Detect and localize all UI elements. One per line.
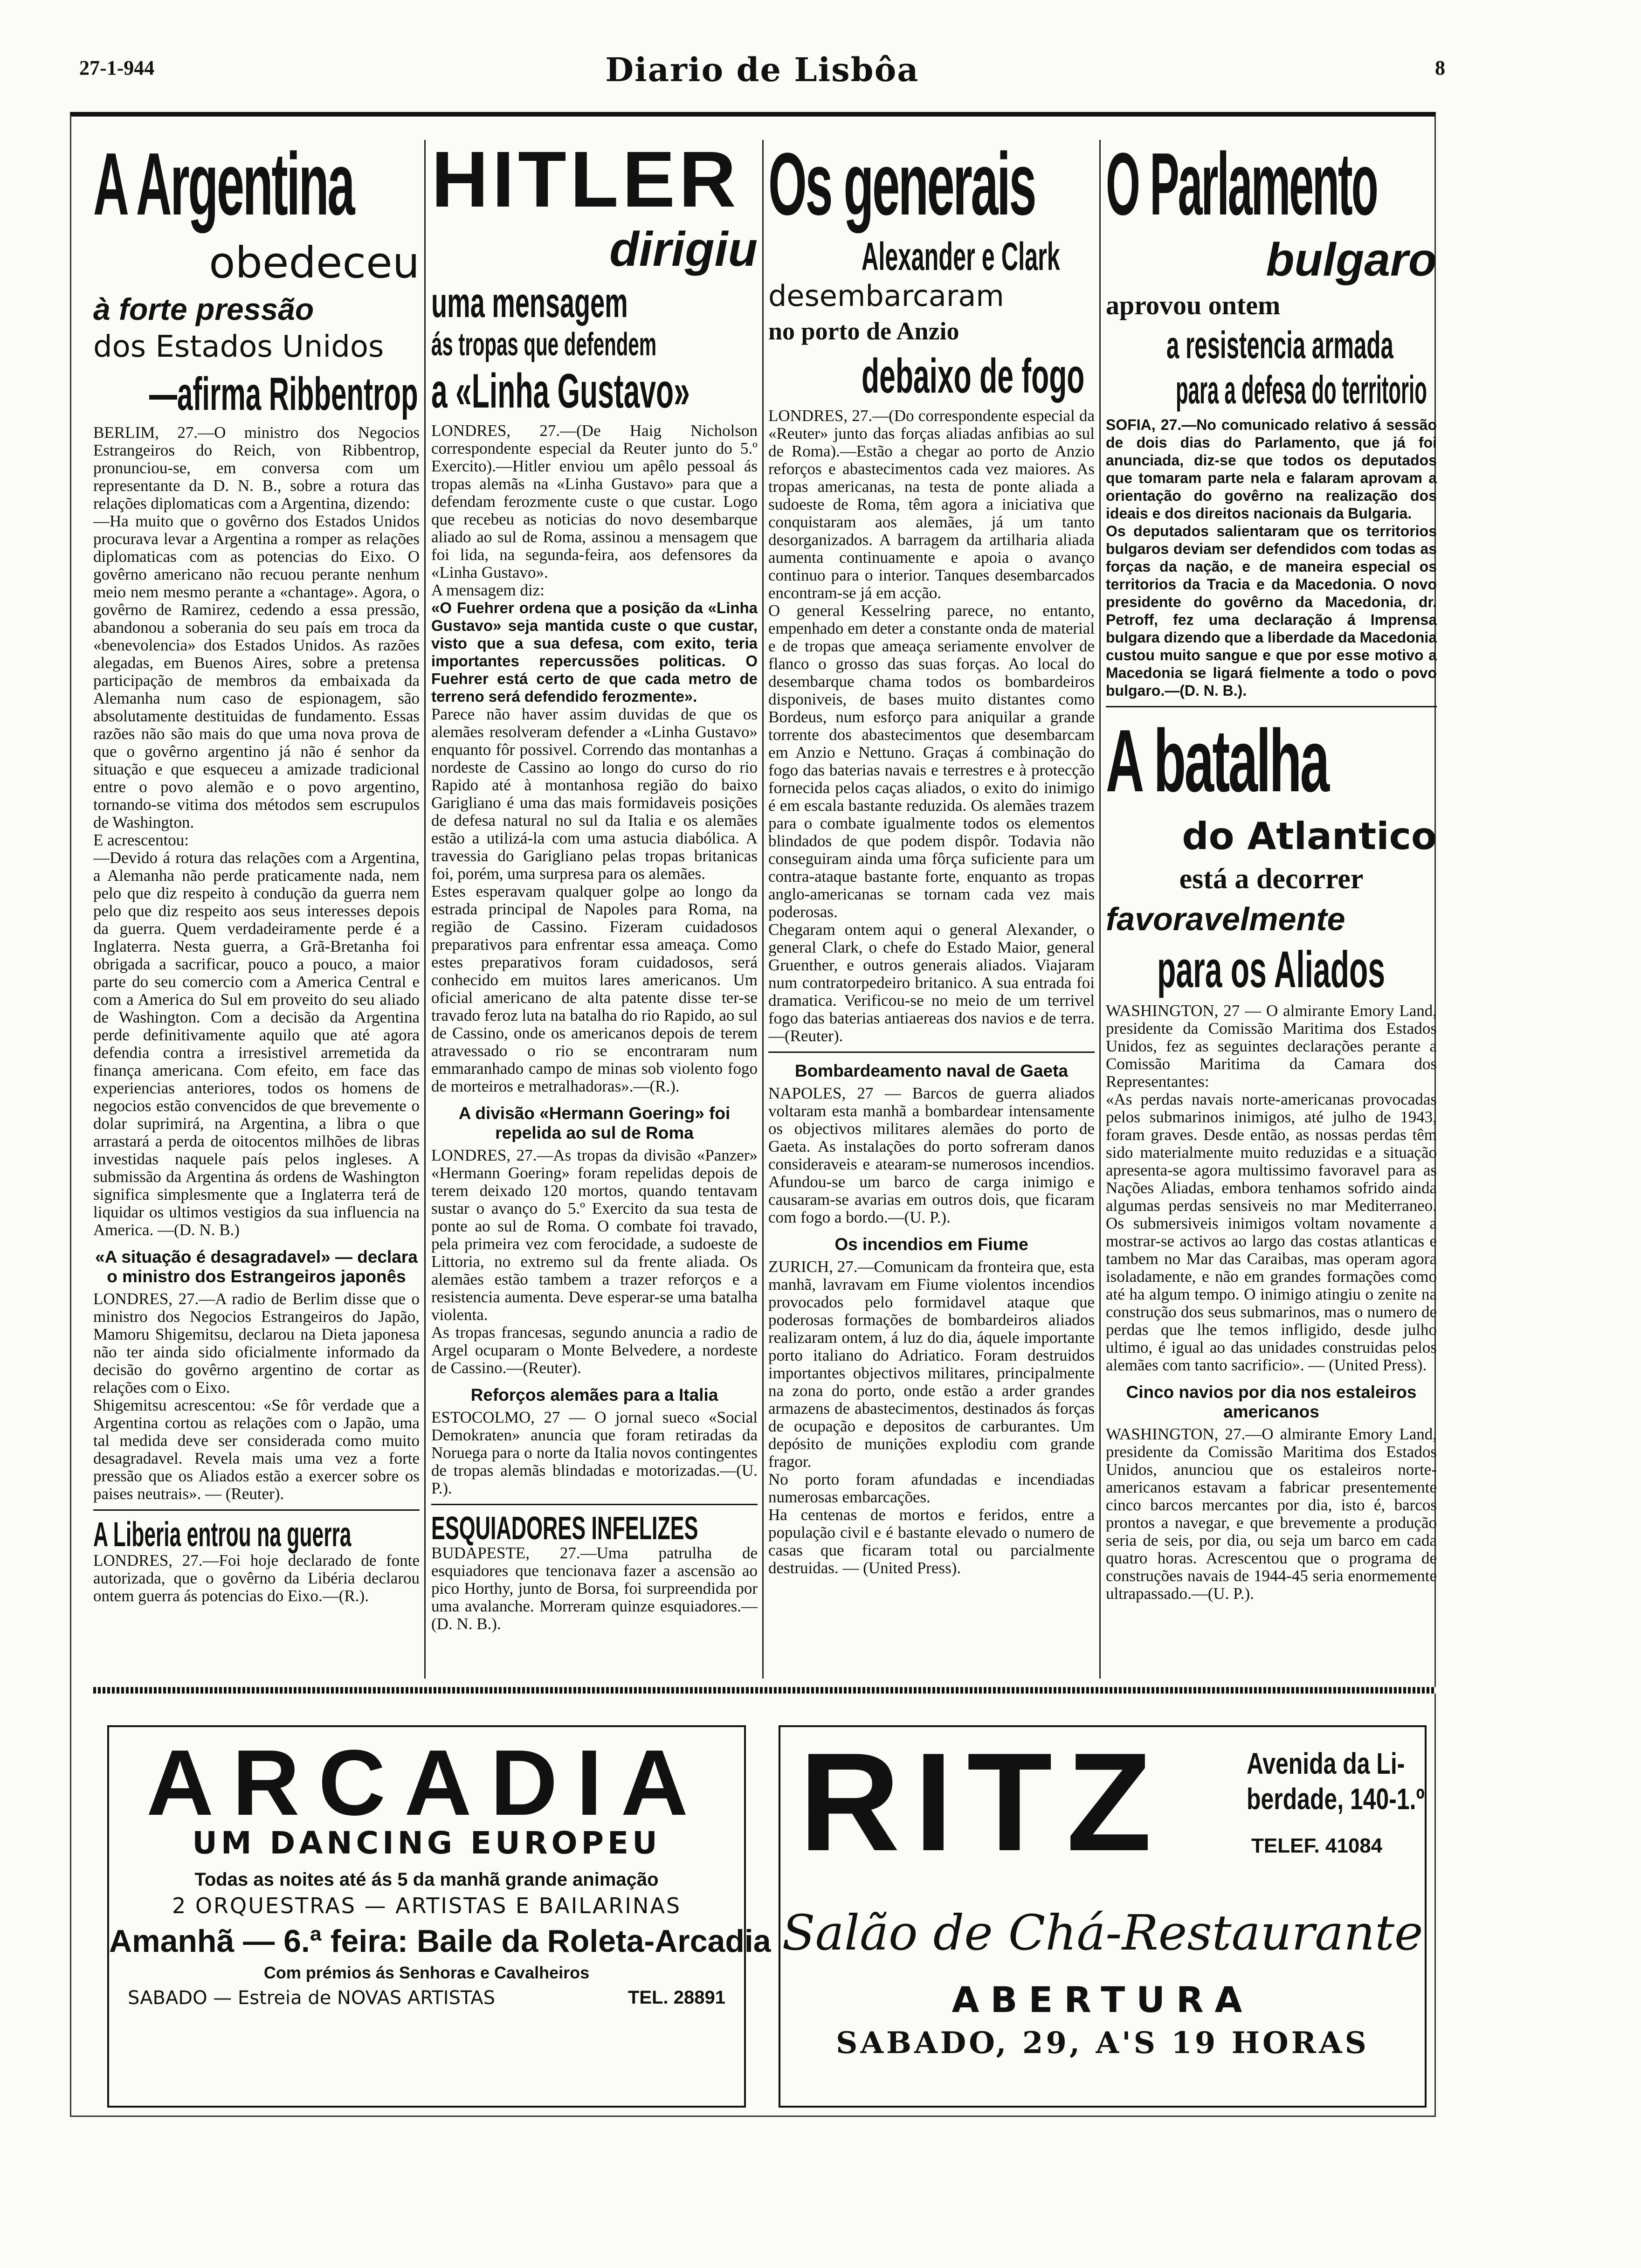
ad-line: SABADO — Estreia de NOVAS ARTISTAS — [128, 1987, 495, 2009]
headline: HITLER — [431, 140, 740, 224]
ad-phone: TEL. 28891 — [627, 1987, 725, 2008]
deck: dirigiu — [609, 222, 758, 277]
page-number: 8 — [1435, 56, 1445, 79]
paragraph: BUDAPESTE, 27.—Uma patrulha de esquiadores que tencionava fazer a ascensão ao pico Horthy, junto de Borsa, foi surpreendida por uma avalanche. Morreram quinze esquiadores.—(D. N. B.). — [431, 1544, 758, 1633]
deck: dos Estados Unidos — [93, 330, 384, 364]
paragraph: No porto foram afundadas e incendiadas numerosas embarcações. — [768, 1470, 1095, 1506]
paragraph: WASHINGTON, 27.—O almirante Emory Land, presidente da Comissão Maritima dos Estados Unidos, anunciou que os estaleiros norte-americanos estavam a fabricar presentemente cinco barcos mercantes por dia, isto é, barcos prontos a navegar, e que brevemente a produção seria de seis, por dia, ou seja um barco em cada quatro horas. Acrescentou que o programa de construções navais de 1944-45 seria enormemente ultrapassado.—(U. P.). — [1106, 1425, 1437, 1603]
deck: —afirma Ribbentrop — [149, 368, 418, 420]
paragraph: LONDRES, 27.—As tropas da divisão «Panzer» «Hermann Goering» foram repelidas depois de terem deixado 120 mortos, quando tentavam sustar o avanço do 5.º Exercito da sua testa de ponte ao sul de Roma. O combate foi travado, pela primeira vez com ferocidade, a sudoeste de Littoria, no extremo sul da frente aliada. Os alemães estão tambem a trazer reforços e a resistencia aumenta. Deve esperar-se uma batalha violenta. — [431, 1146, 758, 1324]
ad-line: 2 ORQUESTRAS — ARTISTAS E BAILARINAS — [172, 1893, 682, 1918]
ad-line: Com prémios ás Senhoras e Cavalheiros — [263, 1963, 590, 1982]
page-header — [79, 50, 1445, 93]
headline: O Parlamento — [1106, 140, 1377, 234]
deck: desembarcaram — [768, 279, 1004, 313]
paragraph: Shigemitsu acrescentou: «Se fôr verdade que a Argentina cortou as relações com o Japão, uma tal medida deve ser considerada como muito desagradavel. Revela mais uma vez a forte pressão que os Aliados estão a exercer sobre os paises neutrais». — (Reuter). — [93, 1396, 420, 1503]
paragraph: —Devido á rotura das relações com a Argentina, a Alemanha não perde praticamente nada, nem pelo que diz respeito à condução da guerra nem pelo que diz respeito aos seus interesses depois da guerra. Quem verdadeiramente perde é a Inglaterra. Nesta guerra, a Grã-Bretanha foi obrigada a sacrificar, pouco a pouco, a maior parte do seu comercio com a America Central e com a America do Sul em proveito do seu aliado de Washington. Com a decisão da Argentina perde definitivamente aquilo que até agora defendia contra a irresistivel arremetida da finança americana. Com efeito, em face das experiencias anteriores, todos os homens de negocios estão convencidos de que brevemente o dolar suprimirá, na Argentina, a libra o que arrastará a perda de oitocentos milhões de libras investidas naquele país pelos ingleses. A submissão da Argentina ás ordens de Washington significa simplesmente que a Inglaterra terá de liquidar os ultimos vestigios da sua influencia na America. —(D. N. B.) — [93, 849, 420, 1239]
ad-line: Todas as noites até ás 5 da manhã grande animação — [194, 1869, 659, 1890]
ad-ritz — [779, 1725, 1427, 2108]
paragraph: ESTOCOLMO, 27 — O jornal sueco «Social Demokraten» anuncia que foram retiradas da Noruega para o norte da Italia novos contingentes de tropas alemãs blindadas e motorizadas.—(U. P.). — [431, 1408, 758, 1497]
deck: para os Aliados — [1157, 941, 1386, 998]
ad-opening: ABERTURA — [952, 1979, 1254, 2020]
article-generais — [768, 140, 1095, 1679]
paragraph: SOFIA, 27.—No comunicado relativo á sessão de dois dias do Parlamento, que já foi anunciada, diz-se que todos os deputados que tomaram parte nela e falaram aprovam a orientação do govêrno na realização dos ideais e dos direitos nacionais da Bulgaria. — [1106, 416, 1437, 522]
deck: bulgaro — [1266, 234, 1437, 286]
ad-address-line: Avenida da Li- — [1247, 1747, 1405, 1780]
ad-tagline: Salão de Chá-Restaurante — [782, 1904, 1423, 1961]
paragraph: LONDRES, 27.—Foi hoje declarado de fonte autorizada, que o govêrno da Libéria declarou ontem guerra ás potencias do Eixo.—(R.). — [93, 1551, 420, 1605]
paragraph: LONDRES, 27.—A radio de Berlim disse que o ministro dos Negocios Estrangeiros do Japão, Mamoru Shigemitsu, declarou na Dieta japonesa não ter ainda sido oficialmente informado da decisão do govêrno argentino de cortar as relações com o Eixo. — [93, 1290, 420, 1397]
paragraph: Parece não haver assim duvidas de que os alemães resolveram defender a «Linha Gustavo» enquanto fôr possivel. Correndo das montanhas a nordeste de Cassino ao longo do curso do rio Rapido até à montanhosa região do baixo Garigliano é uma das mais formidaveis posições de defesa natural no sul da Italia e os alemães estão a utilizá-la com uma astucia diabólica. A travessia do Garigliano pelas tropas britanicas foi, porém, uma surpresa para os alemães. — [431, 705, 758, 883]
paragraph: LONDRES, 27.—(Do correspondente especial da «Reuter» junto das forças aliadas anfibias ao sul de Roma).—Estão a chegar ao porto de Anzio reforços e abastecimentos cada vez maiores. As tropas americanas, na testa de ponte aliada a sudoeste de Roma, têm agora a iniciativa que conquistaram aos alemães, já um tanto desorganizados. A barragem da artilharia aliada aumenta continuamente e apoia o avanço continuo para o interior. Tanques desembarcados encontram-se já em acção. — [768, 407, 1095, 602]
paragraph: As tropas francesas, segundo anuncia a radio de Argel ocuparam o Monte Belvedere, a nordeste de Cassino.—(Reuter). — [431, 1323, 758, 1377]
ad-title: ARCADIA — [146, 1731, 707, 1835]
deck: ás tropas que defendem — [431, 326, 657, 362]
headline: A batalha — [1106, 712, 1328, 810]
deck: uma mensagem — [431, 280, 628, 326]
ad-title: RITZ — [799, 1723, 1166, 1880]
headline: Os generais — [768, 140, 1035, 234]
subheading: A Liberia entrou na guerra — [93, 1515, 352, 1554]
column-rule — [1099, 140, 1101, 1679]
issue-date: 27-1-944 — [79, 56, 155, 79]
deck: debaixo de fogo — [862, 349, 1085, 403]
paragraph: Ha centenas de mortos e feridos, entre a população civil e é bastante elevado o numero de casas que ficaram total ou parcialmente destruidas. — (United Press). — [768, 1506, 1095, 1577]
paragraph: Estes esperavam qualquer golpe ao longo da estrada principal de Napoles para Roma, na região de Cassino. Fizeram cuidadosos preparativos para enfrentar essa ameaça. Como estes preparativos foram cuidadosos, será conhecido em muitos lares americanos. Um oficial americano de alta patente disse ter-se travado feroz luta na batalha do rio Rapido, ao sul de Cassino, onde os americanos depois de terem atravessado o rio se encontraram num emmaranhado campo de minas sob violento fogo de morteiros e metralhadoras».—(R.). — [431, 882, 758, 1095]
paragraph: E acrescentou: — [93, 831, 189, 849]
subheading: Bombardeamento naval de Gaeta — [794, 1061, 1069, 1080]
ad-arcadia — [107, 1725, 771, 2108]
deck: Alexander e Clark — [862, 235, 1060, 278]
paragraph: NAPOLES, 27 — Barcos de guerra aliados voltaram esta manhã a bombardear intensamente os objectivos militares alemães do porto de Gaeta. As instalações do porto sofreram danos consideraveis e atearam-se numerosos incendios. Afundou-se um barco de carga inimigo e causaram-se avarias em outros dois, que ficaram com fogo a bordo.—(U. P.). — [768, 1084, 1095, 1226]
paragraph: LONDRES, 27.—(De Haig Nicholson correspondente especial da Reuter junto do 5.º Exercito).—Hitler enviou um apêlo pessoal ás tropas alemãs na «Linha Gustavo» para que a defendam ferozmente custe o que custar. Logo que recebeu as noticias do novo desembarque aliado ao sul de Roma, assinou a mensagem que foi lida, na segunda-feira, aos defensores da «Linha Gustavo». — [431, 422, 758, 581]
masthead: Diario de Lisbôa — [605, 50, 919, 89]
subheading: Cinco navios por dia nos estaleiros americanos — [1126, 1383, 1417, 1421]
headline: A Argentina — [93, 140, 354, 234]
subheading: A divisão «Hermann Goering» foi repelida ao sul de Roma — [458, 1104, 731, 1142]
article-hitler — [431, 140, 758, 1679]
ad-footer — [109, 1987, 744, 2011]
subheading: Os incendios em Fiume — [834, 1235, 1028, 1254]
ad-address-line: berdade, 140-1.º — [1247, 1782, 1425, 1816]
ad-phone: TELEF. 41084 — [1251, 1834, 1383, 1857]
deck: para a defesa do territorio — [1176, 368, 1427, 412]
deck: aprovou ontem — [1106, 290, 1281, 320]
deck: a resistencia armada — [1166, 324, 1393, 366]
article-argentina — [93, 140, 420, 1679]
column-rule — [424, 140, 426, 1679]
paragraph: «O Fuehrer ordena que a posição da «Linha Gustavo» seja mantida custe o que custar, visto que a sua defesa, com exito, teria importantes repercussões politicas. O Fuehrer está certo de que cada metro de terreno será defendido ferozmente». — [431, 599, 758, 705]
subheading: Reforços alemães para a Italia — [470, 1385, 718, 1404]
paragraph: A mensagem diz: — [431, 581, 545, 599]
paragraph: WASHINGTON, 27 — O almirante Emory Land, presidente da Comissão Maritima dos Estados Unidos, fez as seguintes declarações perante a Comissão Maritima da Camara dos Representantes: — [1106, 1002, 1437, 1091]
deck: a «Linha Gustavo» — [431, 364, 690, 418]
ad-address — [1247, 1746, 1425, 1817]
ad-date: SABADO, 29, A'S 19 HORAS — [836, 2026, 1369, 2061]
subheading: ESQUIADORES INFELIZES — [431, 1510, 698, 1546]
deck: do Atlantico — [1182, 815, 1437, 858]
subheading: «A situação é desagradavel» — declara o ministro dos Estrangeiros japonês — [95, 1247, 418, 1286]
paragraph: Os deputados salientaram que os territorios bulgaros deviam ser defendidos com todas as forças da nação, e de maneira especial os territorios da Tracia e da Macedonia. O novo presidente do govêrno da Macedonia, dr. Petroff, fez uma declaração á Imprensa bulgara dizendo que a liberdade da Macedonia custou muito sangue e que por esse motivo a Macedonia se ligará fielmente a todo o povo bulgaro.—(D. N. B.). — [1106, 523, 1437, 699]
separator-rule — [93, 1687, 1436, 1694]
paragraph: Chegaram ontem aqui o general Alexander, o general Clark, o chefe do Estado Maior, general Gruenther, e outros generais aliados. Viajaram num contratorpedeiro britanico. A sua entrada foi dramatica. Verificou-se no meio de um terrivel fogo das baterias antiaereas dos navios e de terra.—(Reuter). — [768, 920, 1095, 1045]
paragraph: O general Kesselring parece, no entanto, empenhado em deter a constante onda de material e de tropas que ameaça seriamente envolver de flanco o grosso das suas forças. Ao local do desembarque chama todos os bombardeiros disponiveis, de bases muito distantes como Bordeus, num esforço para aniquilar a grande torrente dos abastecimentos que desembarcam em Anzio e Nettuno. Graças á combinação do fogo das baterias navais e terrestres e à protecção fornecida pelos caças aliados, o exito do inimigo é em escala bastante reduzida. Os alemães trazem para o combate igualmente todos os elementos blindados de que podem dispôr. Todavia não conseguiram ainda uma fôrça suficiente para um contra-ataque bastante forte, enquanto as tropas anglo-americanas se tornam cada vez mais poderosas. — [768, 602, 1095, 921]
deck: à forte pressão — [93, 292, 314, 326]
paragraph: ZURICH, 27.—Comunicam da fronteira que, esta manhã, lavravam em Fiume violentos incendios provocados pelo formidavel ataque que poderosas formações de bombardeiros aliados realizaram ontem, á luz do dia, áquele importante porto italiano do Adriatico. Foram destruidos importantes objectivos militares, principalmente na zona do porto, onde estão a arder grandes armazens de abastecimentos, destinados ás forças de ocupação e depositos de carburantes. Um depósito de munições explodiu com grande fragor. — [768, 1258, 1095, 1471]
ad-subtitle: UM DANCING EUROPEU — [192, 1825, 661, 1861]
deck: favoravelmente — [1106, 901, 1345, 937]
paragraph: «As perdas navais norte-americanas provocadas pelos submarinos inimigos, até julho de 1943, foram graves. Desde então, as nossas perdas têm sido materialmente muito reduzidas e a situação apresenta-se agora multissimo favoravel para as Nações Aliadas, embora tenhamos sofrido ainda algumas perdas sensiveis no mar Mediterraneo. Os submersiveis inimigos voltam novamente a mostrar-se activos ao largo das costas atlanticas e tambem no Mar das Caraibas, mas operam agora isoladamente, e não em grandes formações como até ha algum tempo. O inimigo atingiu o zenite na construção dos seus submarinos, mas o numero de perdas que lhe temos infligido, desde julho ultimo, é igual ao das unidades construidas pelos alemães com tanto sacrificio». — (United Press). — [1106, 1090, 1437, 1374]
deck: está a decorrer — [1179, 863, 1364, 895]
ad-line: Amanhã — 6.ª feira: Baile da Roleta-Arcadia — [109, 1923, 771, 1959]
paragraph: BERLIM, 27.—O ministro dos Negocios Estrangeiros do Reich, von Ribbentrop, pronunciou-se, em conversa com um representante da D. N. B., sobre a rotura das relações diplomaticas com a Argentina, dizendo: — [93, 423, 420, 512]
column-rule — [762, 140, 764, 1679]
deck: no porto de Anzio — [768, 317, 959, 345]
paragraph: —Ha muito que o govêrno dos Estados Unidos procurava levar a Argentina a romper as relações diplomaticas com as potencias do Eixo. O govêrno americano não recuou perante nenhum meio nem mesmo perante a «chantage». Agora, o govêrno de Ramirez, cedendo a essa pressão, abandonou a soberania do seu país em troca da «benevolencia» dos Estados Unidos. As razões alegadas, em Buenos Aires, sobre a pretensa participação de membros da embaixada da Alemanha num caso de espionagem, são absolutamente destituidas de fundamento. Essas razões não são mais do que uma nova prova de que o govêrno argentino já não é senhor da situação e que esqueceu a amizade tradicional entre o povo alemão e o povo argentino, tornando-se vitima dos métodos sem escrupulos de Washington. — [93, 512, 420, 831]
article-parlamento — [1106, 140, 1437, 1679]
deck: obedeceu — [209, 238, 420, 288]
